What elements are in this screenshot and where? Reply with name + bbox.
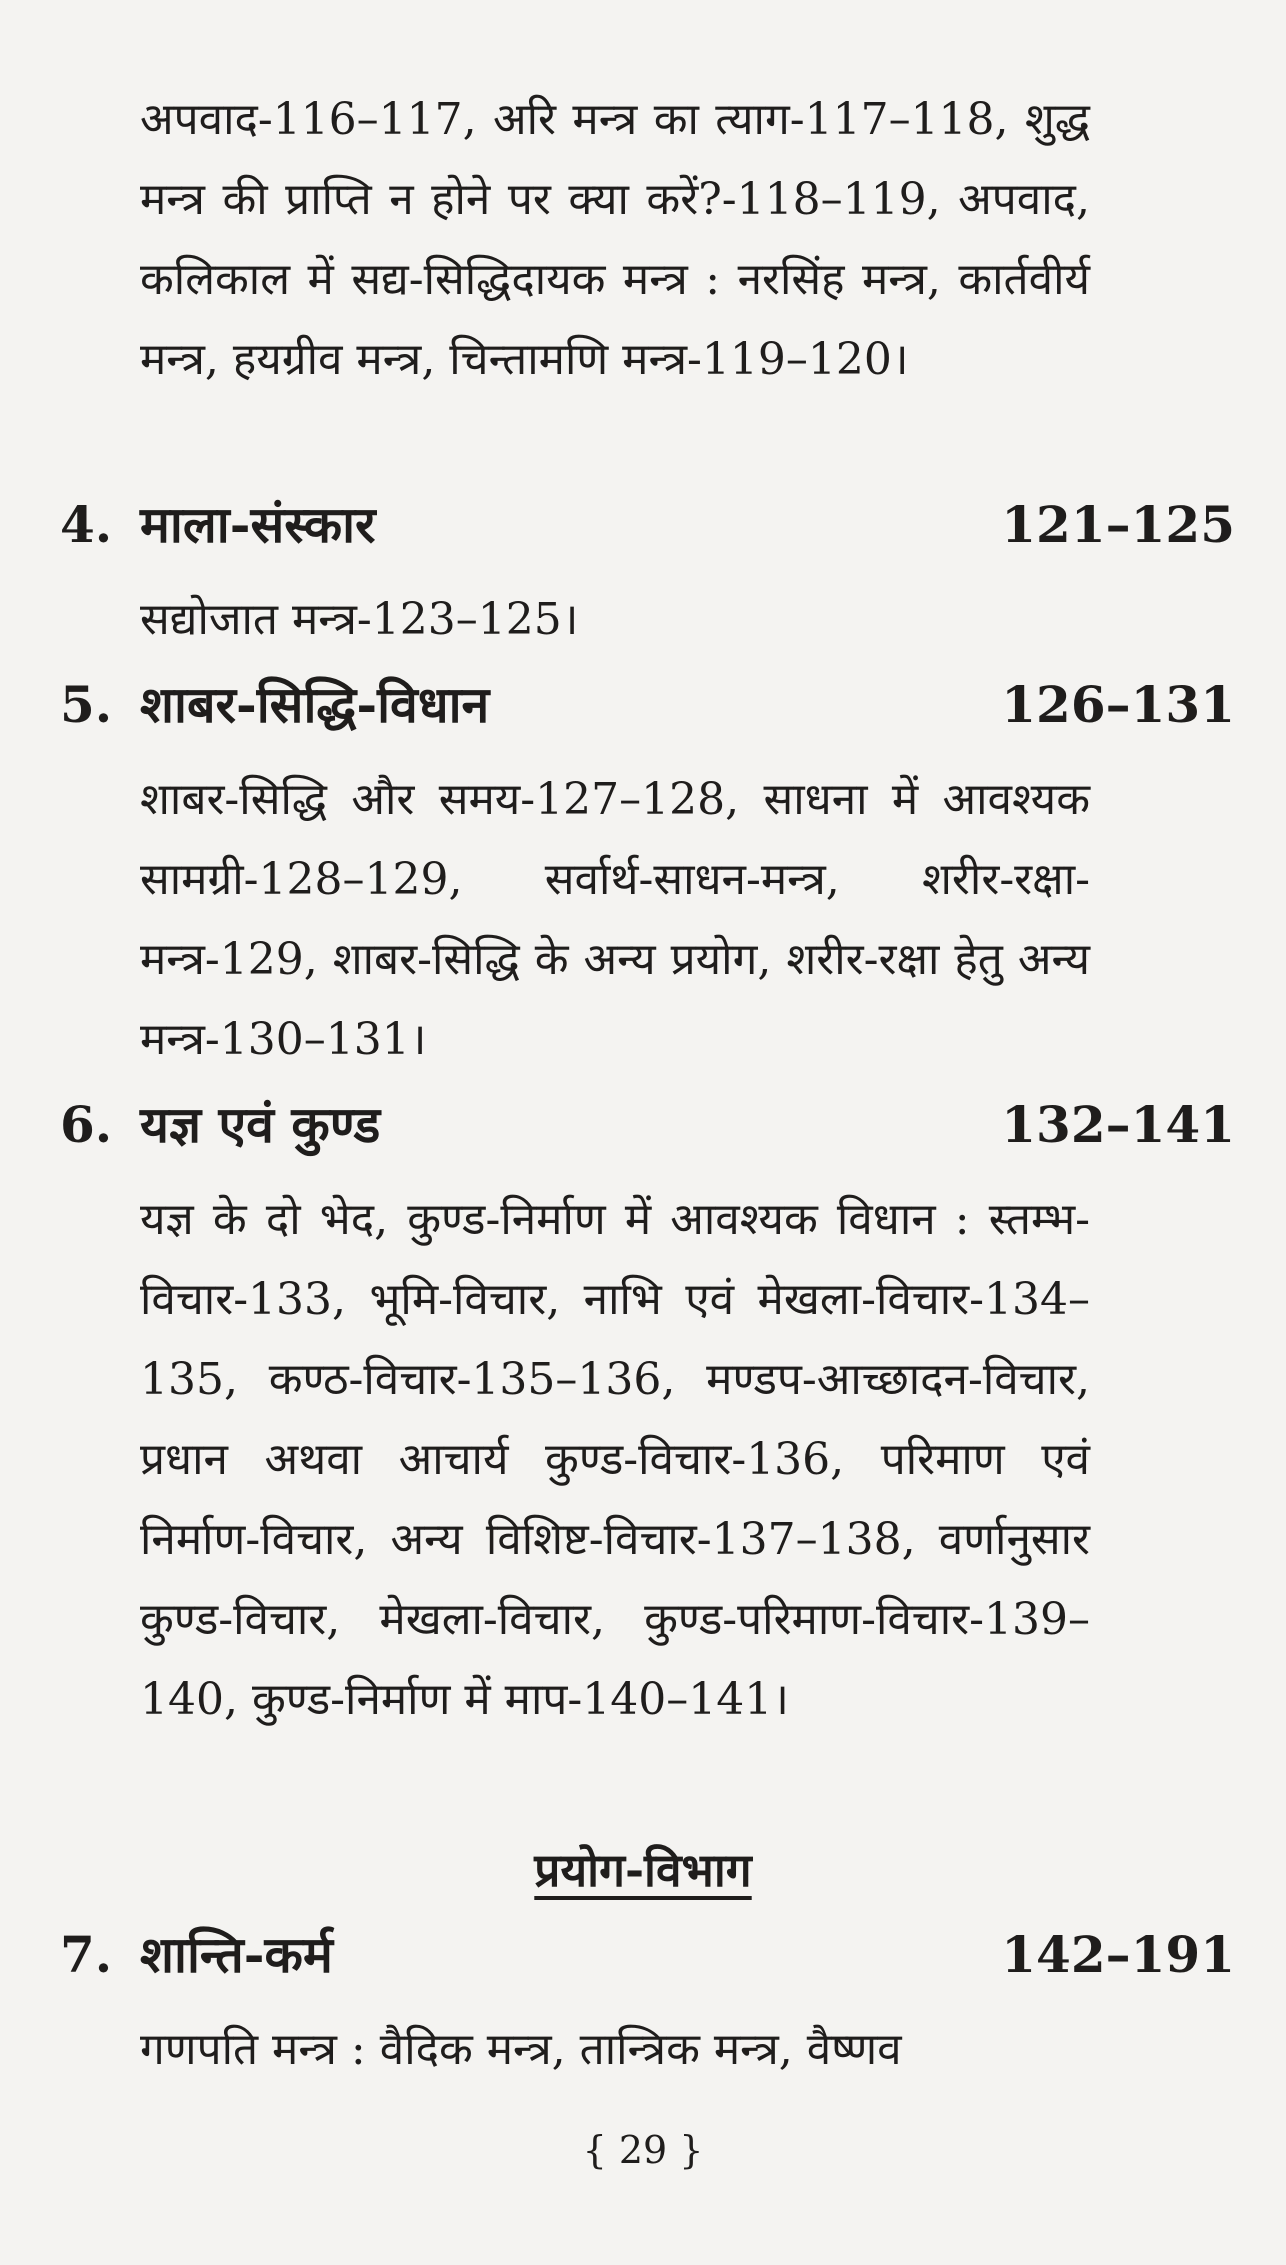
entry-number: 6. xyxy=(60,1095,113,1154)
toc-entry-6 xyxy=(60,1085,1235,1165)
entry-6-description: यज्ञ के दो भेद, कुण्ड-निर्माण में आवश्यक विधान : स्तम्भ-विचार-133, भूमि-विचार, नाभि एवं मेखला-विचार-134–135, कण्ठ-विचार-135–136, मण्डप-आच्छादन-विचार, प्रधान अथवा आचार्य कुण्ड-विचार-136, परिमाण एवं निर्माण-विचार, अन्य विशिष्ट-विचार-137–138, वर्णानुसार कुण्ड-विचार, मेखला-विचार, कुण्ड-परिमाण-विचार-139–140, कुण्ड-निर्माण में माप-140–141। xyxy=(140,1194,1090,1725)
entry-5-description: शाबर-सिद्धि और समय-127–128, साधना में आवश्यक सामग्री-128–129, सर्वार्थ-साधन-मन्त्र, शरीर-रक्षा-मन्त्र-129, शाबर-सिद्धि के अन्य प्रयोग, शरीर-रक्षा हेतु अन्य मन्त्र-130–131। xyxy=(140,774,1090,1065)
entry-number: 5. xyxy=(60,675,113,734)
entry-page-range: 132–141 xyxy=(1001,1095,1235,1154)
entry-number: 7. xyxy=(60,1925,113,1984)
entry-title: यज्ञ एवं कुण्ड xyxy=(140,1095,381,1154)
toc-entry-7 xyxy=(60,1915,1235,1995)
continuation-paragraph: अपवाद-116–117, अरि मन्त्र का त्याग-117–118, शुद्ध मन्त्र की प्राप्ति न होने पर क्या करें?-118–119, अपवाद, कलिकाल में सद्य-सिद्धिदायक मन्त्र : नरसिंह मन्त्र, कार्तवीर्य मन्त्र, हयग्रीव मन्त्र, चिन्तामणि मन्त्र-119–120। xyxy=(140,94,1090,385)
entry-title: शान्ति-कर्म xyxy=(140,1925,333,1984)
page-number: { 29 } xyxy=(582,2128,704,2172)
section-heading xyxy=(0,1830,1286,1910)
entry-page-range: 121–125 xyxy=(1001,495,1235,554)
section-heading-text: प्रयोग-विभाग xyxy=(534,1843,752,1897)
toc-entry-5 xyxy=(60,665,1235,745)
entry-number: 4. xyxy=(60,495,113,554)
entry-page-range: 126–131 xyxy=(1001,675,1235,734)
entry-page-range: 142–191 xyxy=(1001,1925,1235,1984)
entry-4-description: सद्योजात मन्त्र-123–125। xyxy=(140,594,579,645)
entry-title: शाबर-सिद्धि-विधान xyxy=(140,675,490,734)
toc-entry-4 xyxy=(60,485,1235,565)
entry-title: माला-संस्कार xyxy=(140,495,376,554)
entry-7-description: गणपति मन्त्र : वैदिक मन्त्र, तान्त्रिक मन्त्र, वैष्णव xyxy=(140,2024,902,2075)
